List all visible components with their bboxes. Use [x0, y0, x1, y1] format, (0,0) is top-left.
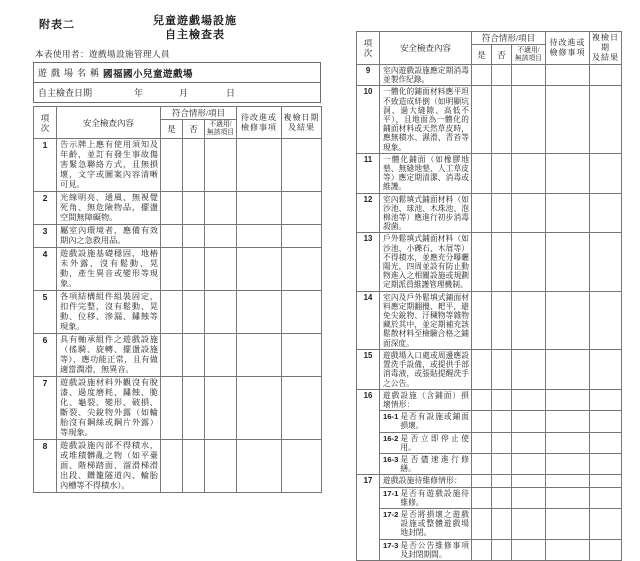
check-cell-no [492, 86, 512, 153]
sub-item-number: 17-3 [383, 540, 399, 550]
item-text: 室內鬆填式鋪面材料（如沙池、球池、木珠池、泡棉池等）應進行初步消毒殺菌。 [380, 193, 472, 233]
sub-item-text [380, 453, 472, 474]
col-header-improvement: 待改進或 檢修事項 [237, 107, 282, 139]
check-row [357, 153, 622, 193]
check-cell-yes [472, 508, 492, 539]
check-cell-no [492, 65, 512, 86]
check-cell-not-applicable [205, 334, 237, 377]
col-header-yes: 是 [472, 45, 492, 65]
check-cell-improvement [546, 193, 590, 233]
check-sub-row [357, 411, 622, 432]
check-cell-improvement [546, 411, 590, 432]
item-text: 遊戲設施材料外觀沒有脫漆、過度磨耗、鏽蝕、脆化、龜裂、變形、破損、斷裂、尖銳物外露（如輪胎沒有鋼絲或鋼片外露）等現象。 [57, 377, 161, 440]
check-cell-improvement [546, 475, 590, 487]
sub-item-number: 16-3 [383, 454, 399, 464]
check-cell-no [183, 440, 205, 493]
check-cell-no [183, 192, 205, 225]
col-header-recheck: 複檢日期 及結果 [282, 107, 322, 139]
item-number: 6 [34, 334, 57, 377]
inspection-date-row [34, 83, 321, 103]
check-cell-yes [472, 291, 492, 349]
col-header-compliance: 符合情形/項目 [161, 107, 237, 120]
col-header-content: 安全檢查內容 [380, 32, 472, 65]
check-cell-not-applicable [205, 377, 237, 440]
item-number: 13 [357, 233, 380, 291]
item-text: 一體化的鋪面材料應平坦不致造成絆倒（如明顯坑洞、過大縫隙、高低不平），且地面為一體化的鋪面材料或天然草皮時，應無積水、濕滑、青苔等現象。 [380, 86, 472, 153]
item-text: 遊戲場入口處或周邊應設置洗手設備，或提供手部消毒液，或張貼提醒洗手之公告。 [380, 349, 472, 389]
col-header-improvement: 待改進或 檢修事項 [546, 32, 590, 65]
check-cell-recheck [590, 432, 622, 453]
item-text: 具有軸承組件之遊戲設施（搖騎、旋轉、擺盪設施等），應功能正常，且有做適當潤滑，無異音。 [57, 334, 161, 377]
check-row [34, 440, 322, 493]
check-cell-not-applicable [205, 248, 237, 291]
sub-item-text [380, 539, 472, 560]
check-cell-not-applicable [512, 233, 546, 291]
check-cell-improvement [237, 192, 282, 225]
col-header-not-applicable: 不適用/ 無該項目 [205, 120, 237, 139]
sub-item-label: 是否立即停止使用。 [400, 433, 469, 452]
form-user-note: 本表使用者：遊戲場設施管理人員 [35, 49, 171, 59]
item-number: 8 [34, 440, 57, 493]
item-number: 12 [357, 193, 380, 233]
check-cell-not-applicable [512, 291, 546, 349]
check-cell-yes [472, 86, 492, 153]
checklist-table-right [356, 31, 622, 561]
check-cell-recheck [282, 440, 322, 493]
item-text: 光線明亮、通風、無視覺死角、無危險物品，擺盪空間無障礙物。 [57, 192, 161, 225]
check-cell-no [492, 508, 512, 539]
sub-item-label: 是否將損壞之遊戲設施或整體遊戲場地封閉。 [400, 509, 469, 538]
col-header-recheck: 複檢日期 及結果 [590, 32, 622, 65]
date-day-label: 日 [226, 88, 236, 98]
sub-item-label: 是否有遊戲設施待維修。 [400, 488, 469, 507]
col-header-yes: 是 [161, 120, 183, 139]
form-title-line1: 兒童遊戲場設施 [153, 15, 237, 27]
col-header-item-no: 項 次 [357, 32, 380, 65]
check-cell-yes [161, 334, 183, 377]
check-row [357, 389, 622, 410]
item-text: 室內及戶外鬆填式鋪面材料應定期翻攪、耙平，避免尖銳物、汙穢物等雜物藏於其中，並定期補充該鬆散材料至檢驗合格之鋪面深度。 [380, 291, 472, 349]
check-cell-recheck [282, 291, 322, 334]
item-text: 遊戲設施（含鋪面）損壞情形： [380, 389, 472, 410]
check-cell-not-applicable [512, 389, 546, 410]
page-header [33, 12, 321, 48]
item-text: 各項結構組件組裝固定，扣件完整，沒有鬆動、晃動、位移、滲漏、鏽蝕等現象。 [57, 291, 161, 334]
check-cell-improvement [546, 349, 590, 389]
check-cell-not-applicable [512, 539, 546, 560]
check-cell-recheck [590, 389, 622, 410]
check-cell-yes [161, 248, 183, 291]
playground-name-label: 遊戲場名稱 [38, 68, 104, 78]
check-cell-improvement [237, 440, 282, 493]
playground-name-row [34, 63, 321, 83]
check-cell-yes [472, 453, 492, 474]
item-text: 遊戲設施待維修情形： [380, 475, 472, 487]
check-sub-row [357, 487, 622, 508]
check-cell-not-applicable [205, 291, 237, 334]
check-cell-improvement [546, 233, 590, 291]
check-cell-no [492, 233, 512, 291]
check-cell-no [183, 225, 205, 248]
check-row [357, 65, 622, 86]
item-number: 4 [34, 248, 57, 291]
check-cell-improvement [546, 453, 590, 474]
check-cell-improvement [546, 291, 590, 349]
check-cell-yes [472, 475, 492, 487]
col-header-compliance: 符合情形/項目 [472, 32, 546, 45]
playground-name-value: 國福國小兒童遊戲場 [103, 69, 194, 80]
check-cell-recheck [590, 453, 622, 474]
check-cell-yes [161, 139, 183, 192]
page-right [356, 28, 621, 561]
playground-info-table [33, 62, 321, 103]
check-cell-yes [472, 539, 492, 560]
item-number: 17 [357, 475, 380, 561]
check-cell-not-applicable [512, 487, 546, 508]
check-cell-recheck [590, 475, 622, 487]
col-header-no: 否 [492, 45, 512, 65]
check-cell-recheck [590, 153, 622, 193]
check-cell-yes [161, 291, 183, 334]
check-cell-yes [472, 411, 492, 432]
sub-item-label: 是否有設施或鋪面損壞。 [400, 412, 469, 431]
check-cell-no [492, 389, 512, 410]
check-cell-no [492, 453, 512, 474]
check-cell-improvement [546, 65, 590, 86]
table-header [357, 32, 622, 65]
check-cell-no [492, 539, 512, 560]
check-cell-not-applicable [512, 65, 546, 86]
sub-item-number: 16-1 [383, 412, 399, 422]
check-sub-row [357, 508, 622, 539]
check-cell-recheck [590, 233, 622, 291]
check-row [34, 248, 322, 291]
sub-item-label: 是否公告維修事項及封閉期間。 [400, 540, 469, 559]
annex-label: 附表二 [39, 19, 75, 31]
sub-item-text [380, 487, 472, 508]
check-row [357, 349, 622, 389]
check-cell-yes [161, 440, 183, 493]
check-cell-recheck [282, 192, 322, 225]
check-cell-improvement [237, 225, 282, 248]
check-cell-no [183, 377, 205, 440]
check-cell-not-applicable [205, 192, 237, 225]
check-cell-not-applicable [512, 453, 546, 474]
check-row [357, 86, 622, 153]
item-text: 遊戲設施基礎穩固，地樁未外露，沒有鬆動、晃動，產生異音或變形等現象。 [57, 248, 161, 291]
check-cell-recheck [590, 411, 622, 432]
date-month-label: 月 [179, 88, 189, 98]
check-cell-not-applicable [205, 139, 237, 192]
check-cell-improvement [546, 508, 590, 539]
check-cell-improvement [546, 389, 590, 410]
check-cell-no [492, 193, 512, 233]
check-cell-improvement [546, 432, 590, 453]
check-cell-recheck [282, 225, 322, 248]
check-row [357, 193, 622, 233]
check-cell-not-applicable [512, 432, 546, 453]
check-cell-improvement [546, 153, 590, 193]
item-text: 遊戲設施內部不得積水，或堆積髒亂之物（如平臺面、階梯踏面、溜滑梯滑出段、鑽籠隧道內、輪胎內槽等不得積水）。 [57, 440, 161, 493]
item-text: 一體化鋪面（如橡膠地墊、無縫地墊、人工草皮等）應定期清潔、消毒或維護。 [380, 153, 472, 193]
check-row [34, 291, 322, 334]
table-header [34, 107, 322, 139]
check-cell-yes [161, 377, 183, 440]
check-cell-yes [472, 432, 492, 453]
check-cell-no [492, 291, 512, 349]
check-cell-no [492, 349, 512, 389]
item-number: 11 [357, 153, 380, 193]
check-cell-yes [161, 225, 183, 248]
check-row [34, 377, 322, 440]
check-cell-not-applicable [512, 349, 546, 389]
check-row [357, 291, 622, 349]
item-number: 9 [357, 65, 380, 86]
sub-item-number: 17-1 [383, 488, 399, 498]
check-cell-recheck [590, 193, 622, 233]
check-cell-improvement [237, 377, 282, 440]
item-number: 15 [357, 349, 380, 389]
form-title-line2: 自主檢查表 [165, 29, 225, 41]
check-cell-not-applicable [512, 86, 546, 153]
check-cell-not-applicable [512, 411, 546, 432]
check-cell-yes [472, 65, 492, 86]
check-cell-recheck [282, 248, 322, 291]
item-number: 5 [34, 291, 57, 334]
check-cell-recheck [590, 539, 622, 560]
item-text: 戶外鬆填式鋪面材料（如沙池、小礫石、木屑等）不得積水，並應充分曝曬陽光，四周並設有防止動物進入之相關設施或規劃定期派員維護管理機制。 [380, 233, 472, 291]
check-cell-no [492, 432, 512, 453]
item-number: 14 [357, 291, 380, 349]
col-header-no: 否 [183, 120, 205, 139]
col-header-item-no: 項 次 [34, 107, 57, 139]
check-cell-improvement [546, 487, 590, 508]
sub-item-number: 17-2 [383, 509, 399, 519]
check-row [357, 475, 622, 487]
check-cell-yes [472, 487, 492, 508]
check-cell-not-applicable [205, 225, 237, 248]
item-number: 7 [34, 377, 57, 440]
item-number: 1 [34, 139, 57, 192]
checklist-table-left [33, 106, 322, 493]
check-cell-recheck [282, 139, 322, 192]
check-cell-not-applicable [512, 193, 546, 233]
item-text: 告示牌上應有使用須知及年齡，並訂有發生事故傷害緊急聯絡方式，且無損壞，文字或圖案內容清晰可見。 [57, 139, 161, 192]
check-sub-row [357, 432, 622, 453]
item-number: 2 [34, 192, 57, 225]
check-cell-improvement [237, 248, 282, 291]
sub-item-number: 16-2 [383, 433, 399, 443]
check-cell-yes [472, 153, 492, 193]
check-cell-recheck [590, 508, 622, 539]
inspection-date-blanks [92, 86, 235, 99]
check-cell-recheck [590, 291, 622, 349]
check-cell-recheck [282, 334, 322, 377]
check-cell-no [183, 334, 205, 377]
item-text: 屬室內環境者，應備有效期內之急救用品。 [57, 225, 161, 248]
check-cell-improvement [237, 334, 282, 377]
sub-item-text [380, 432, 472, 453]
form-title [51, 14, 339, 42]
check-row [34, 334, 322, 377]
check-sub-row [357, 539, 622, 560]
check-cell-yes [472, 349, 492, 389]
date-year-label: 年 [134, 88, 144, 98]
check-row [34, 225, 322, 248]
col-header-not-applicable: 不適用/ 無該項目 [512, 45, 546, 65]
check-cell-recheck [590, 86, 622, 153]
check-cell-improvement [237, 139, 282, 192]
check-cell-not-applicable [512, 508, 546, 539]
item-number: 10 [357, 86, 380, 153]
check-cell-improvement [237, 291, 282, 334]
check-cell-no [183, 291, 205, 334]
check-cell-recheck [590, 349, 622, 389]
check-row [357, 233, 622, 291]
check-cell-yes [472, 233, 492, 291]
check-cell-not-applicable [512, 475, 546, 487]
check-cell-not-applicable [512, 153, 546, 193]
check-cell-recheck [282, 377, 322, 440]
check-cell-improvement [546, 539, 590, 560]
check-row [34, 139, 322, 192]
sub-item-text [380, 508, 472, 539]
check-cell-yes [472, 389, 492, 410]
check-sub-row [357, 453, 622, 474]
item-number: 3 [34, 225, 57, 248]
check-cell-recheck [590, 65, 622, 86]
item-text: 室內遊戲設施應定期消毒並製作紀錄。 [380, 65, 472, 86]
sub-item-text [380, 411, 472, 432]
sub-item-label: 是否儘速進行修繕。 [400, 454, 469, 474]
inspection-date-label: 自主檢查日期 [38, 88, 93, 98]
check-cell-yes [472, 193, 492, 233]
check-cell-not-applicable [205, 440, 237, 493]
check-cell-no [492, 487, 512, 508]
check-cell-no [492, 475, 512, 487]
check-cell-recheck [590, 487, 622, 508]
check-cell-no [492, 411, 512, 432]
col-header-content: 安全檢查內容 [57, 107, 161, 139]
check-cell-improvement [546, 86, 590, 153]
check-cell-no [492, 153, 512, 193]
check-cell-yes [161, 192, 183, 225]
page-left [33, 12, 321, 493]
check-cell-no [183, 248, 205, 291]
check-cell-no [183, 139, 205, 192]
item-number: 16 [357, 389, 380, 475]
check-row [34, 192, 322, 225]
